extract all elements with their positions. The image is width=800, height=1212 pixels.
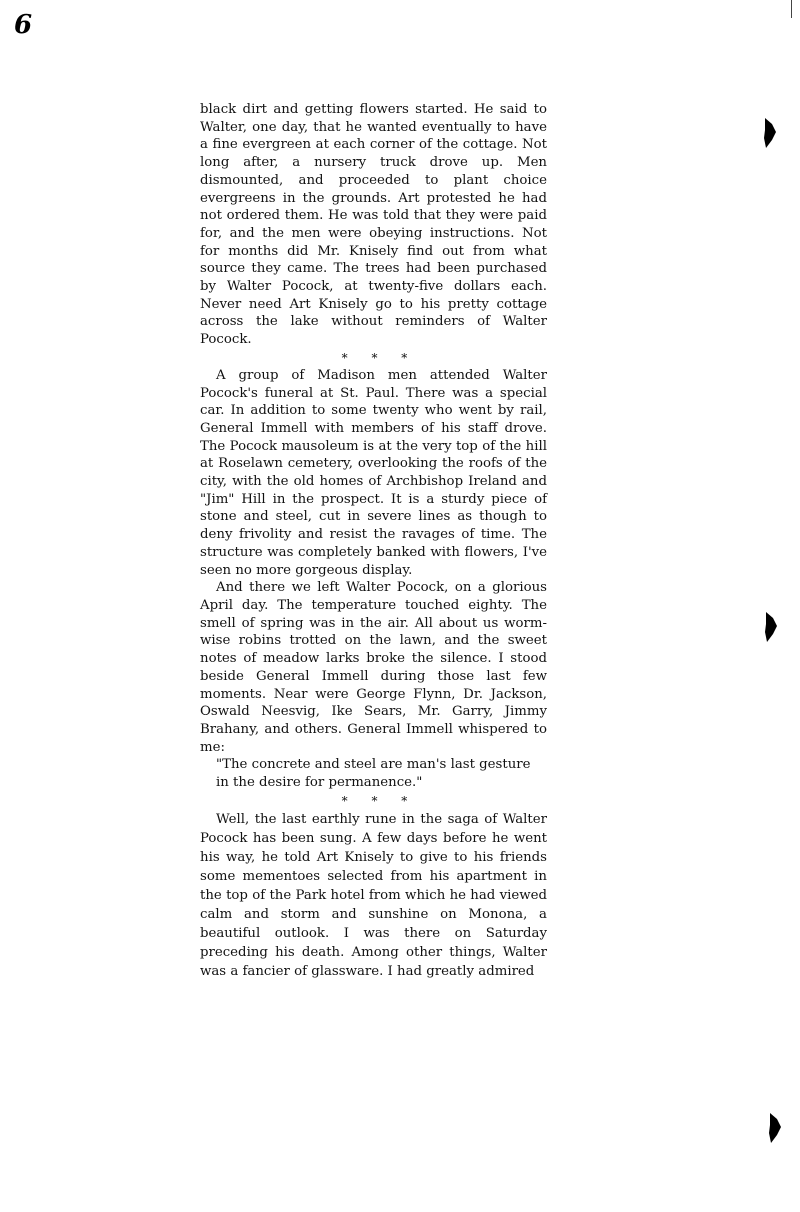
paragraph-burial: And there we left Walter Pocock, on a glorious April day. The temperature touched eighty. The smell of spring was in the air. All about us worm-wise robins trotted on the lawn, and the sweet notes of meadow larks broke the silence. I stood beside General Immell during those last few moments. Near were George Flynn, Dr. Jackson, Oswald Neesvig, Ike Sears, Mr. Garry, Jimmy Brahany, and others. General Immell whispered to me: [200, 580, 547, 755]
section-separator: * * * [341, 793, 418, 808]
paragraph-funeral: A group of Madison men attended Walter Pocock's funeral at St. Paul. There was a special car. In addition to some twenty who went by rail, General Immell with members of his staff drove. The Pocock mausoleum is at the very top of the hill at Roselawn cemetery, overlooking the roofs of the city, with the old homes of Archbishop Ireland and "Jim" Hill in the prospect. It is a sturdy piece of stone and steel, cut in severe lines as though to deny frivolity and resist the ravages of time. The structure was completely banked with flowers, I've seen no more gorgeous display. [200, 367, 547, 578]
paragraph-evergreens: black dirt and getting flowers started. He said to Walter, one day, that he wanted eventually to have a fine evergreen at each corner of the cottage. Not long after, a nursery truck drove up. Men dismounted, and proceeded to plant choice evergreens in the grounds. Art protested he had not ordered them. He was told that they were paid for, and the men were obeying instructions. Not for months did Mr. Knisely find out from what source they came. The trees had been purchased by Walter Pocock, at twenty-five dollars each. Never need Art Knisely go to his pretty cottage across the lake without reminders of Walter Pocock. [200, 102, 547, 348]
binding-hole-mark [762, 118, 776, 148]
scan-edge-line [791, 0, 792, 18]
section-separator: * * * [341, 350, 418, 365]
binding-hole-mark [763, 612, 777, 642]
page-number: 6 [14, 10, 33, 40]
article-column [200, 101, 547, 981]
binding-hole-mark [767, 1113, 781, 1143]
quote-immell: "The concrete and steel are man's last gesture in the desire for permanence." [216, 757, 531, 791]
paragraph-mementoes: Well, the last earthly rune in the saga of Walter Pocock has been sung. A few days before he went his way, he told Art Knisely to give to his friends some mementoes selected from his apartment in the top of the Park hotel from which he had viewed calm and storm and sunshine on Monona, a beautiful outlook. I was there on Saturday preceding his death. Among other things, Walter was a fancier of glassware. I had greatly admired [200, 811, 547, 979]
